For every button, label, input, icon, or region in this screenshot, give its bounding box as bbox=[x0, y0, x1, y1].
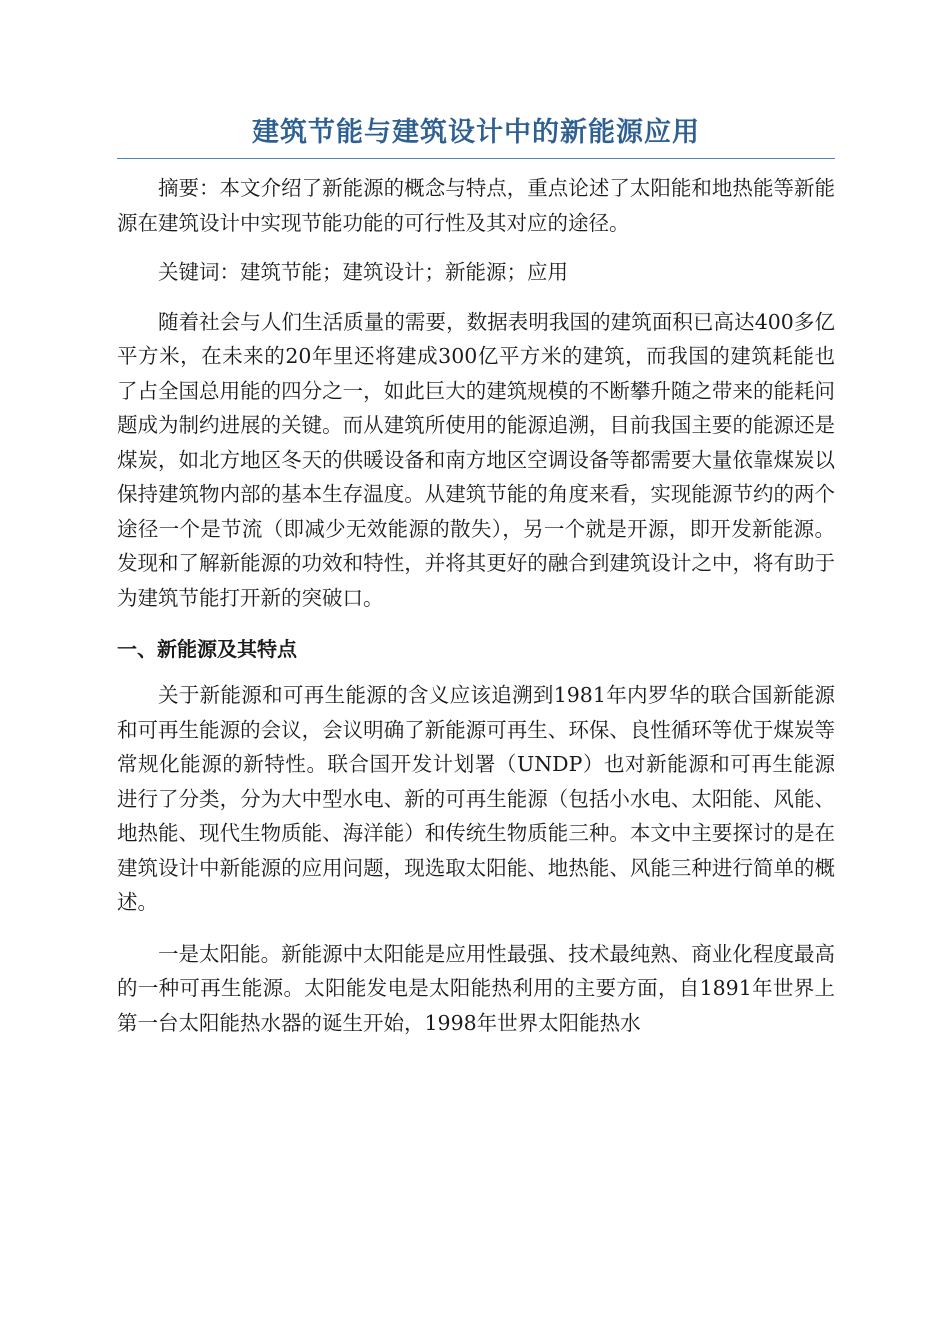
section-heading: 一、新能源及其特点 bbox=[117, 637, 297, 661]
abstract-paragraph: 摘要：本文介绍了新能源的概念与特点，重点论述了太阳能和地热能等新能源在建筑设计中实现节能功能的可行性及其对应的途径。 bbox=[117, 176, 835, 235]
intro-paragraph: 随着社会与人们生活质量的需要，数据表明我国的建筑面积已高达400多亿平方米，在未来的20年里还将建成300亿平方米的建筑，而我国的建筑耗能也了占全国总用能的四分之一，如此巨大的建筑规模的不断攀升随之带来的能耗问题成为制约进展的关键。而从建筑所使用的能源追溯，目前我国主要的能源还是煤炭，如北方地区冬天的供暖设备和南方地区空调设备等都需要大量依靠煤炭以保持建筑物内部的基本生存温度。从建筑节能的角度来看，实现能源节约的两个途径一个是节流（即减少无效能源的散失），另一个就是开源，即开发新能源。发现和了解新能源的功效和特性，并将其更好的融合到建筑设计之中，将有助于为建筑节能打开新的突破口。 bbox=[117, 309, 835, 610]
document-title: 建筑节能与建筑设计中的新能源应用 bbox=[117, 110, 835, 159]
section1-paragraph-2: 一是太阳能。新能源中太阳能是应用性最强、技术最纯熟、商业化程度最高的一种可再生能源。太阳能发电是太阳能热利用的主要方面，自1891年世界上第一台太阳能热水器的诞生开始，1998年世界太阳能热水 bbox=[117, 941, 835, 1035]
keywords-paragraph: 关键词：建筑节能；建筑设计；新能源；应用 bbox=[158, 260, 568, 284]
section1-paragraph-1: 关于新能源和可再生能源的含义应该追溯到1981年内罗华的联合国新能源和可再生能源的会议，会议明确了新能源可再生、环保、良性循环等优于煤炭等常规化能源的新特性。联合国开发计划署（UNDP）也对新能源和可再生能源进行了分类，分为大中型水电、新的可再生能源（包括小水电、太阳能、风能、地热能、现代生物质能、海洋能）和传统生物质能三种。本文中主要探讨的是在建筑设计中新能源的应用问题，现选取太阳能、地热能、风能三种进行简单的概述。 bbox=[117, 683, 835, 914]
document-page bbox=[117, 110, 835, 1057]
